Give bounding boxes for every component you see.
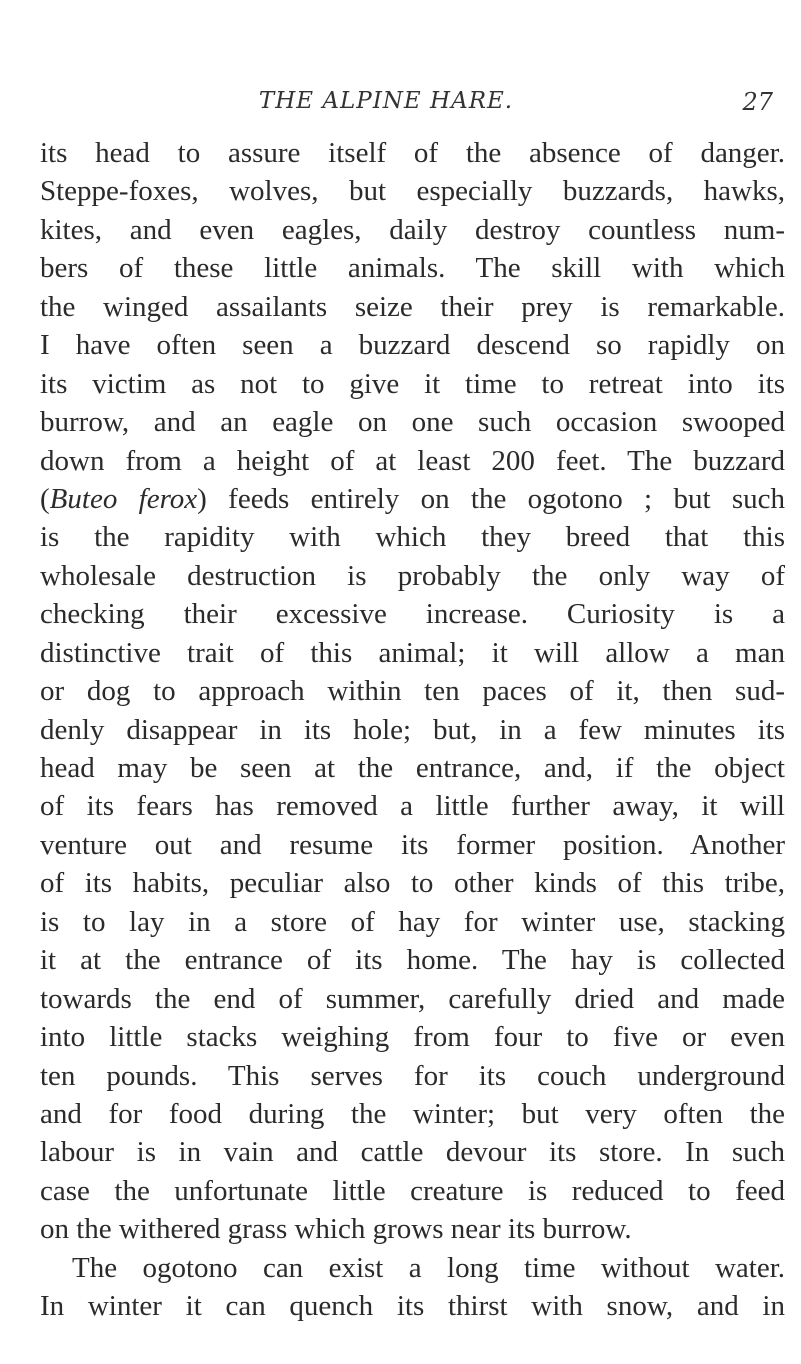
text-line-14: distinctive trait of this animal; it will allow a man bbox=[40, 636, 785, 669]
text-line-21: is to lay in a store of hay for winter use, stacking bbox=[40, 905, 785, 938]
text-line-9: down from a height of at least 200 feet. The buzzard bbox=[40, 444, 785, 477]
text-line-24: into little stacks weighing from four to five or even bbox=[40, 1021, 785, 1054]
text-line-29: on the withered grass which grows near its burrow. bbox=[40, 1213, 632, 1246]
text-line-25: ten pounds. This serves for its couch underground bbox=[40, 1059, 785, 1092]
text-line-11: is the rapidity with which they breed that this bbox=[40, 521, 785, 554]
text-line-31: In winter it can quench its thirst with snow, and in bbox=[40, 1290, 785, 1323]
text-line-16: denly disappear in its hole; but, in a few minutes its bbox=[40, 713, 785, 746]
text-line-12: wholesale destruction is probably the only way of bbox=[40, 559, 785, 592]
text-line-2: Steppe-foxes, wolves, but especially buzzards, hawks, bbox=[40, 175, 785, 208]
species-name: Buteo ferox bbox=[49, 482, 198, 515]
text-line-4: bers of these little animals. The skill with which bbox=[40, 252, 785, 285]
text-line-27: labour is in vain and cattle devour its store. In such bbox=[40, 1136, 785, 1169]
text-line-28: case the unfortunate little creature is reduced to feed bbox=[40, 1174, 785, 1207]
text-line-15: or dog to approach within ten paces of it, then sud- bbox=[40, 675, 785, 708]
text-line-1: its head to assure itself of the absence of danger. bbox=[40, 137, 785, 169]
text-line-13: checking their excessive increase. Curiosity is a bbox=[40, 598, 785, 631]
text-line-19: venture out and resume its former position. Another bbox=[40, 828, 785, 861]
text-line-7: its victim as not to give it time to retreat into its bbox=[40, 367, 785, 400]
open-paren: ( bbox=[40, 482, 50, 515]
text-line-17: head may be seen at the entrance, and, if the object bbox=[40, 752, 785, 784]
text-line-10 bbox=[40, 480, 785, 518]
running-head bbox=[0, 86, 801, 122]
running-title: THE ALPINE HARE. bbox=[258, 88, 514, 114]
text-line-3: kites, and even eagles, daily destroy countless num- bbox=[40, 213, 785, 246]
text-line-18: of its fears has removed a little further away, it will bbox=[40, 790, 785, 823]
page-number: 27 bbox=[742, 88, 773, 116]
text-line-20: of its habits, peculiar also to other kinds of this tribe, bbox=[40, 867, 785, 900]
text-line-22: it at the entrance of its home. The hay is collected bbox=[40, 944, 785, 977]
text-line-8: burrow, and an eagle on one such occasion swooped bbox=[40, 406, 785, 439]
text-line-23: towards the end of summer, carefully dried and made bbox=[40, 982, 785, 1015]
body-text bbox=[40, 134, 785, 1326]
line-10-rest: ) feeds entirely on the ogotono ; but such bbox=[197, 482, 785, 515]
text-line-30: The ogotono can exist a long time without water. bbox=[72, 1251, 785, 1284]
text-line-5: the winged assailants seize their prey is remarkable. bbox=[40, 290, 785, 323]
text-line-26: and for food during the winter; but very often the bbox=[40, 1097, 785, 1130]
text-line-6: I have often seen a buzzard descend so rapidly on bbox=[40, 329, 785, 362]
